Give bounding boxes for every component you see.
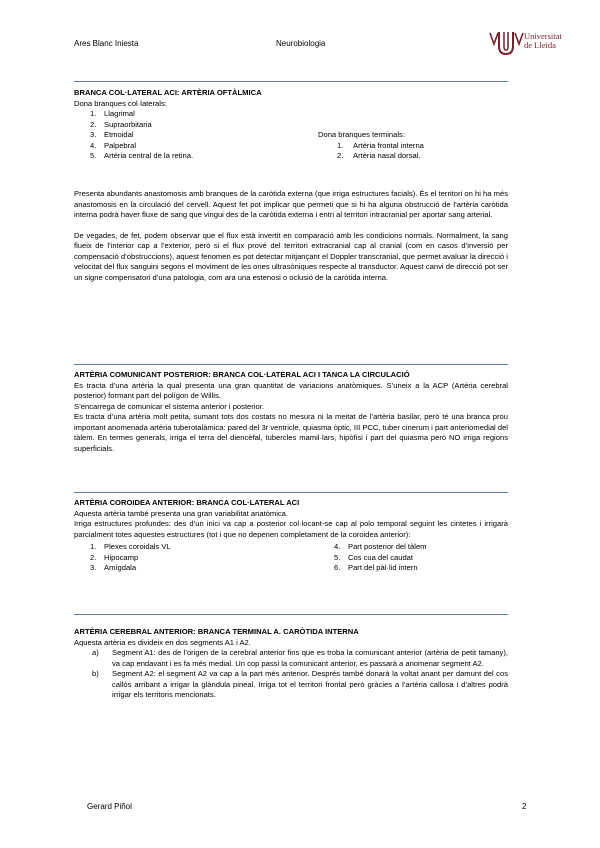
section-divider [74,81,508,82]
section-title: ARTÈRIA COMUNICANT POSTERIOR: BRANCA COL·LATERAL ACI I TANCA LA CIRCULACIÓ [74,370,410,379]
section-coroidea [74,498,508,578]
list-item: 1. Llagrimal [90,109,135,118]
section-divider [74,492,508,493]
paragraph: S’encarrega de comunicar el sistema anterior i posterior. [74,401,264,411]
section-cerebral [74,627,508,701]
section-comunicant [74,370,508,454]
section-title: ARTÈRIA CEREBRAL ANTERIOR: BRANCA TERMINAL A. CARÒTIDA INTERNA [74,627,359,636]
structure-list-right [318,542,508,574]
terminal-intro: Dona branques terminals: [318,130,405,139]
page-number: 2 [522,802,527,811]
logo-text-line-1: Universitat [524,31,562,41]
list-item: 2. Hipocamp [90,552,139,562]
paragraph: Es tracta d’una artèria la qual presenta una gran quantitat de variacions anatòmiques. S’uneix a la ACP (Artèria cerebral posterior) formant part del polígon de Willis. [74,380,508,400]
section-title: ARTÈRIA COROIDEA ANTERIOR: BRANCA COL·LATERAL ACI [74,498,300,507]
structure-list-left [74,542,314,574]
header-author: Ares Blanc Iniesta [74,39,139,48]
paragraph: Aquesta artèria es divideix en dos segments A1 i A2. [74,637,251,647]
section-oftalmica [74,88,508,283]
list-item: 2. Artèria nasal dorsal. [337,151,421,160]
section-divider [74,614,508,615]
paragraph: Es tracta d’una artèria molt petita, sumant tots dos costats no mesura ni la meitat de l’artèria basilar, però té una branca prou important anomenada artèria tuberotalàmica: pared del 3r ventricle, quiasma òptic, III PCC, tuber cinerum i part anteriomedial del tàlem. En termes generals, irriga el terra del diencèfal, tubercles mamil·lars, hipòfisi i part del quiasma però NO irriga regions superficials. [74,412,508,453]
list-item: b) Segment A2: el segment A2 va cap a la part més anterior. Després també donarà la voltat anant per damunt del cos callós arribant a irrigar la glàndula pineal. Irriga tot el territori frontal però gràcies a l’artèria callosa i d’altres podrà irrigar els territoris mencionats. [92,669,508,699]
paragraph: Irriga estructures profundes: des d’un inici va cap a posterior col·locant-se cap al polo temporal seguint les cintetes i irrigarà parcialment totes aquestes estructures (tot i que no depenen completament de la coroidea anterior): [74,519,508,539]
list-item: 5. Artèria central de la retina. [90,151,194,160]
list-item: 3. Amígdala [90,563,137,572]
collateral-intro: Dona branques col·laterals: [74,98,167,108]
list-item: 4. Palpebral [90,140,137,150]
list-item: a) Segment A1: des de l’origen de la cerebral anterior fins que es troba la comunicant anterior (artèria de petit tamany), va cap endavant i es fa més medial. Un cop passi la comunicant anterior, es passarà a anomenar segment A2. [92,648,508,668]
paragraph: Aquesta artèria també presenta una gran variabilitat anatòmica. [74,508,289,518]
paragraph: De vegades, de fet, podem observar que el flux està invertit en comparació amb les condicions normals. Normalment, la sang flueix de l’interior cap a l’exterior, però si el flux prové del territori extracranial cap al cranial (com en casos d’inversió per compensació d’obstruccions), aquest fenomen es pot detectar mitjançant el Doppler transcranial, que permet avaluar la direcció i velocitat del flux sanguini segons el moviment de les ones ultrasòniques respecte al transductor. Aquest canvi de direcció pot ser un signe compensatori d’una patologia, com ara una estenosi o oclusió de la caròtida interna. [74,230,508,282]
section-divider [74,364,508,365]
list-item: 5. Cos cua del caudat [334,552,414,562]
university-name [524,32,562,50]
logo-text-line-2: de Lleida [524,40,556,50]
list-item: 3. Etmoidal [90,130,134,139]
terminal-list [318,130,508,162]
list-item: 2. Supraorbitaria [90,119,152,129]
collateral-list [74,109,314,162]
list-item: 6. Part del pàl·lid intern [334,563,418,572]
paragraph: Presenta abundants anastomosis amb branques de la caròtida externa (que irriga estructures facials). És el territori on hi ha més anastomosis en la circulació del cervell. Aquest fet pot implicar que permeti que si hi ha alguna obstrucció de l’artèria caròtida interna podrà haver fluxe de sang que vingui des de la caròtida externa i entri al territori intracranial per aportar sang arterial. [74,189,508,219]
footer-author: Gerard Piñol [87,802,132,811]
list-item: 1. Artèria frontal interna [337,140,424,150]
header-subject: Neurobiologia [276,39,326,48]
list-item: 1. Plexes coroidals VL [90,542,171,551]
list-item: 4. Part posterior del tàlem [334,542,427,551]
section-title: BRANCA COL·LATERAL ACI: ARTÈRIA OFTÀLMICA [74,88,262,97]
